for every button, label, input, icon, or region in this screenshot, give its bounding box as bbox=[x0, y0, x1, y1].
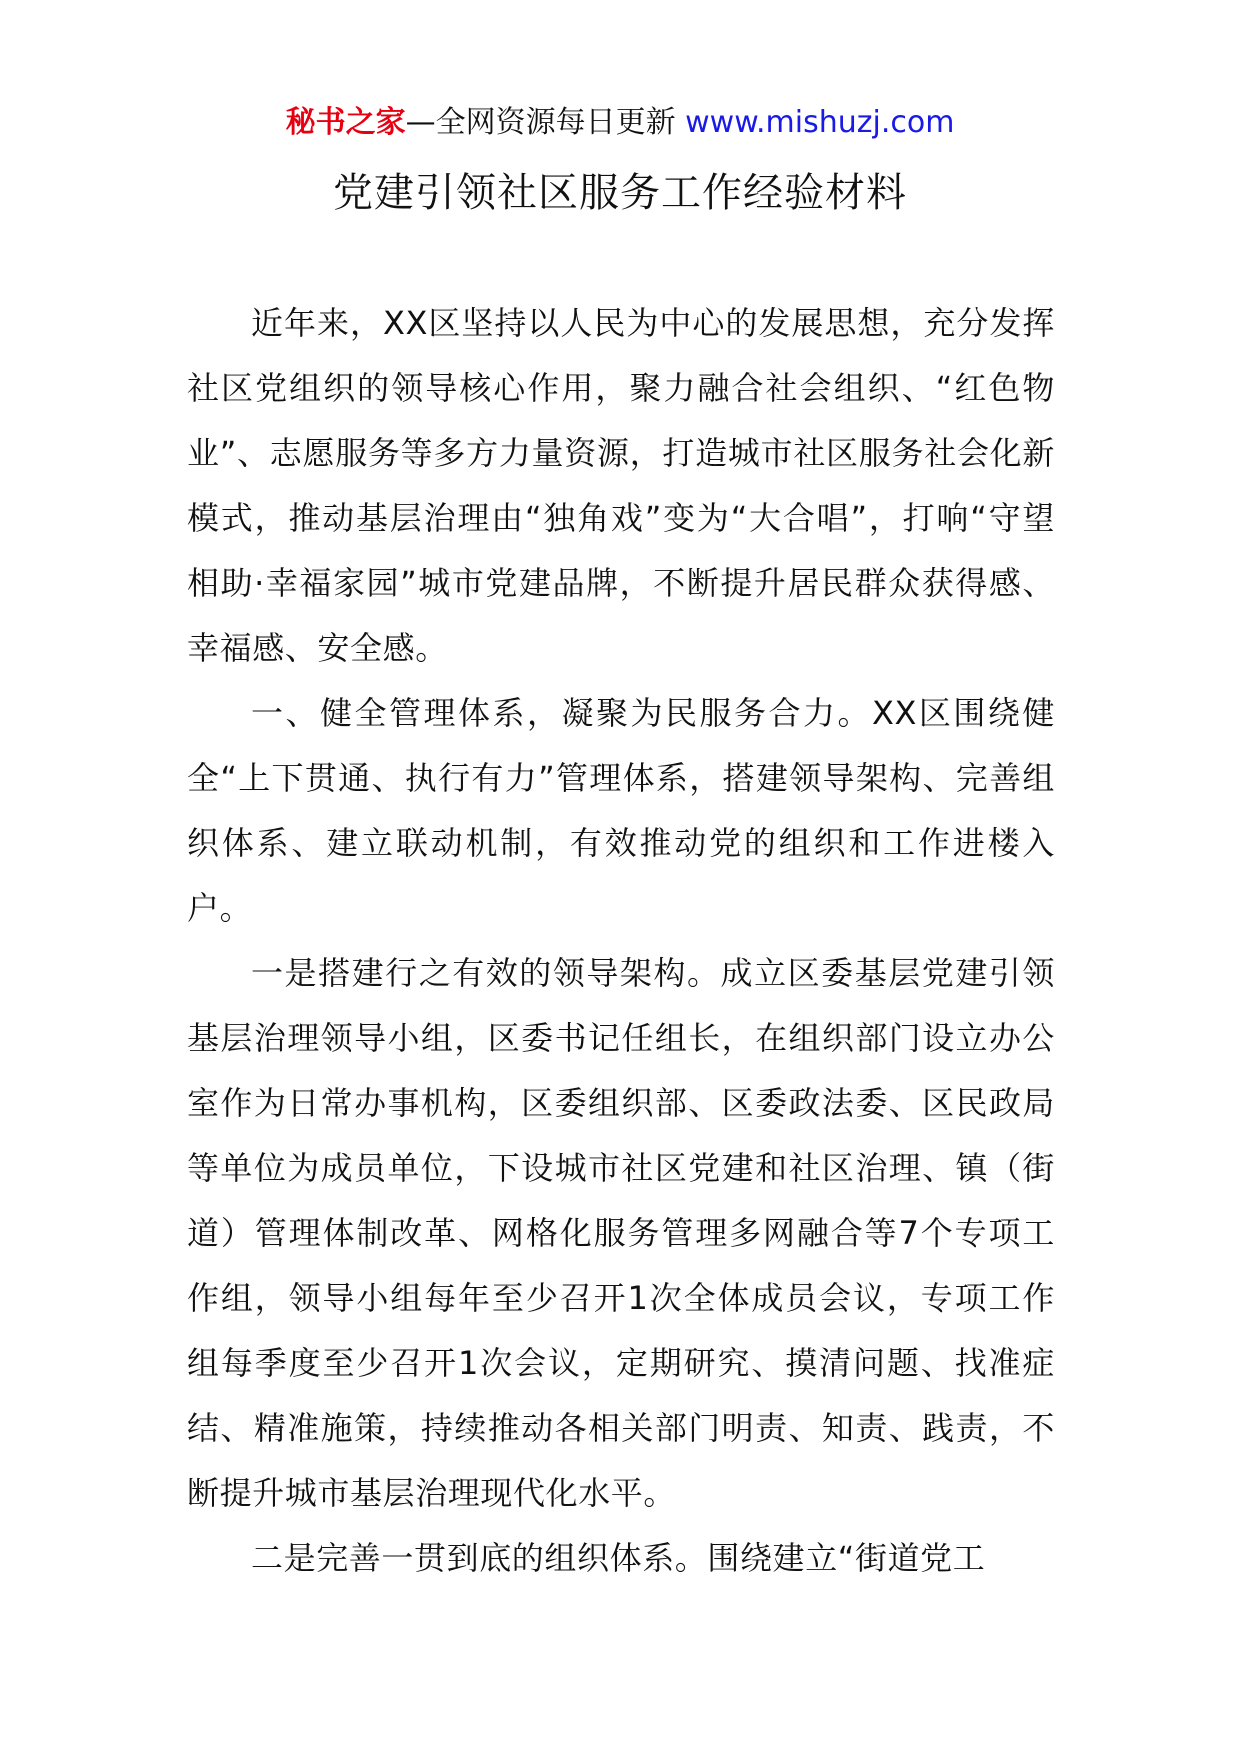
paragraph-intro: 近年来，XX区坚持以人民为中心的发展思想，充分发挥社区党组织的领导核心作用，聚力融合社会组织、“红色物业”、志愿服务等多方力量资源，打造城市社区服务社会化新模式，推动基层治理由“独角戏”变为“大合唱”，打响“守望相助·幸福家园”城市党建品牌，不断提升居民群众获得感、幸福感、安全感。 bbox=[187, 304, 1055, 667]
header-tagline: —全网资源每日更新 bbox=[405, 105, 686, 140]
site-url-link[interactable]: www.mishuzj.com bbox=[685, 105, 955, 140]
brand-name: 秘书之家 bbox=[285, 105, 406, 140]
document-body bbox=[187, 291, 1055, 1591]
document-title: 党建引领社区服务工作经验材料 bbox=[333, 170, 907, 216]
paragraph-item-2: 二是完善一贯到底的组织体系。围绕建立“街道党工 bbox=[251, 1539, 986, 1577]
paragraph-item-1: 一是搭建行之有效的领导架构。成立区委基层党建引领基层治理领导小组，区委书记任组长，在组织部门设立办公室作为日常办事机构，区委组织部、区委政法委、区民政局等单位为成员单位，下设城市社区党建和社区治理、镇（街道）管理体制改革、网格化服务管理多网融合等7个专项工作组，领导小组每年至少召开1次全体成员会议，专项工作组每季度至少召开1次会议，定期研究、摸清问题、找准症结、精准施策，持续推动各相关部门明责、知责、践责，不断提升城市基层治理现代化水平。 bbox=[187, 954, 1055, 1512]
site-header bbox=[0, 100, 1240, 146]
paragraph-section-1: 一、健全管理体系，凝聚为民服务合力。XX区围绕健全“上下贯通、执行有力”管理体系，搭建领导架构、完善组织体系、建立联动机制，有效推动党的组织和工作进楼入户。 bbox=[187, 694, 1055, 927]
